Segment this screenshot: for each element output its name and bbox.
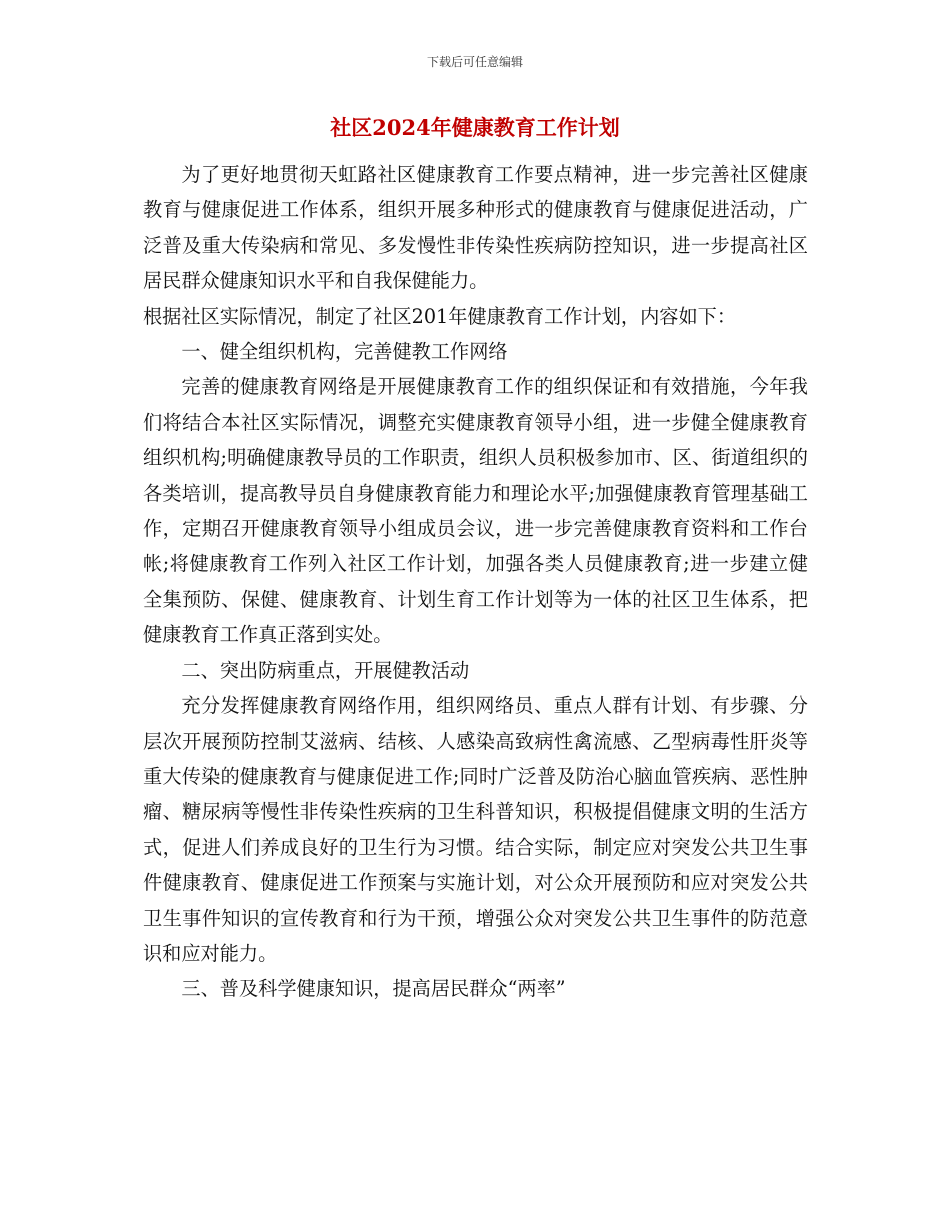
header-note: 下载后可任意编辑 — [426, 55, 523, 69]
paragraph-section-1: 完善的健康教育网络是开展健康教育工作的组织保证和有效措施，今年我们将结合本社区实际情况，调整充实健康教育领导小组，进一步健全健康教育组织机构;明确健康教导员的工作职责，组织人员积极参加市、区、街道组织的各类培训，提高教导员自身健康教育能力和理论水平;加强健康教育管理基础工作，定期召开健康教育领导小组成员会议，进一步完善健康教育资料和工作台帐;将健康教育工作列入社区工作计划，加强各类人员健康教育;进一步建立健全集预防、保健、健康教育、计划生育工作计划等为一体的社区卫生体系，把健康教育工作真正落到实处。 — [143, 375, 808, 647]
section-heading-1: 一、健全组织机构，完善健教工作网络 — [181, 340, 508, 364]
section-heading-3: 三、普及科学健康知识，提高居民群众“两率” — [181, 977, 566, 1001]
paragraph-intro: 为了更好地贯彻天虹路社区健康教育工作要点精神，进一步完善社区健康教育与健康促进工作体系，组织开展多种形式的健康教育与健康促进活动，广泛普及重大传染病和常见、多发慢性非传染性疾病防控知识，进一步提高社区居民群众健康知识水平和自我保健能力。 — [143, 163, 808, 293]
paragraph-plan-statement: 根据社区实际情况，制定了社区201年健康教育工作计划，内容如下： — [143, 304, 737, 328]
document-body — [143, 157, 808, 1007]
section-heading-2: 二、突出防病重点，开展健教活动 — [181, 658, 470, 682]
paragraph-section-2: 充分发挥健康教育网络作用，组织网络员、重点人群有计划、有步骤、分层次开展预防控制艾滋病、结核、人感染高致病性禽流感、乙型病毒性肝炎等重大传染的健康教育与健康促进工作;同时广泛普及防治心脑血管疾病、恶性肿瘤、糖尿病等慢性非传染性疾病的卫生科普知识，积极提倡健康文明的生活方式，促进人们养成良好的卫生行为习惯。结合实际，制定应对突发公共卫生事件健康教育、健康促进工作预案与实施计划，对公众开展预防和应对突发公共卫生事件知识的宣传教育和行为干预，增强公众对突发公共卫生事件的防范意识和应对能力。 — [143, 694, 808, 965]
document-title: 社区2024年健康教育工作计划 — [330, 115, 620, 140]
